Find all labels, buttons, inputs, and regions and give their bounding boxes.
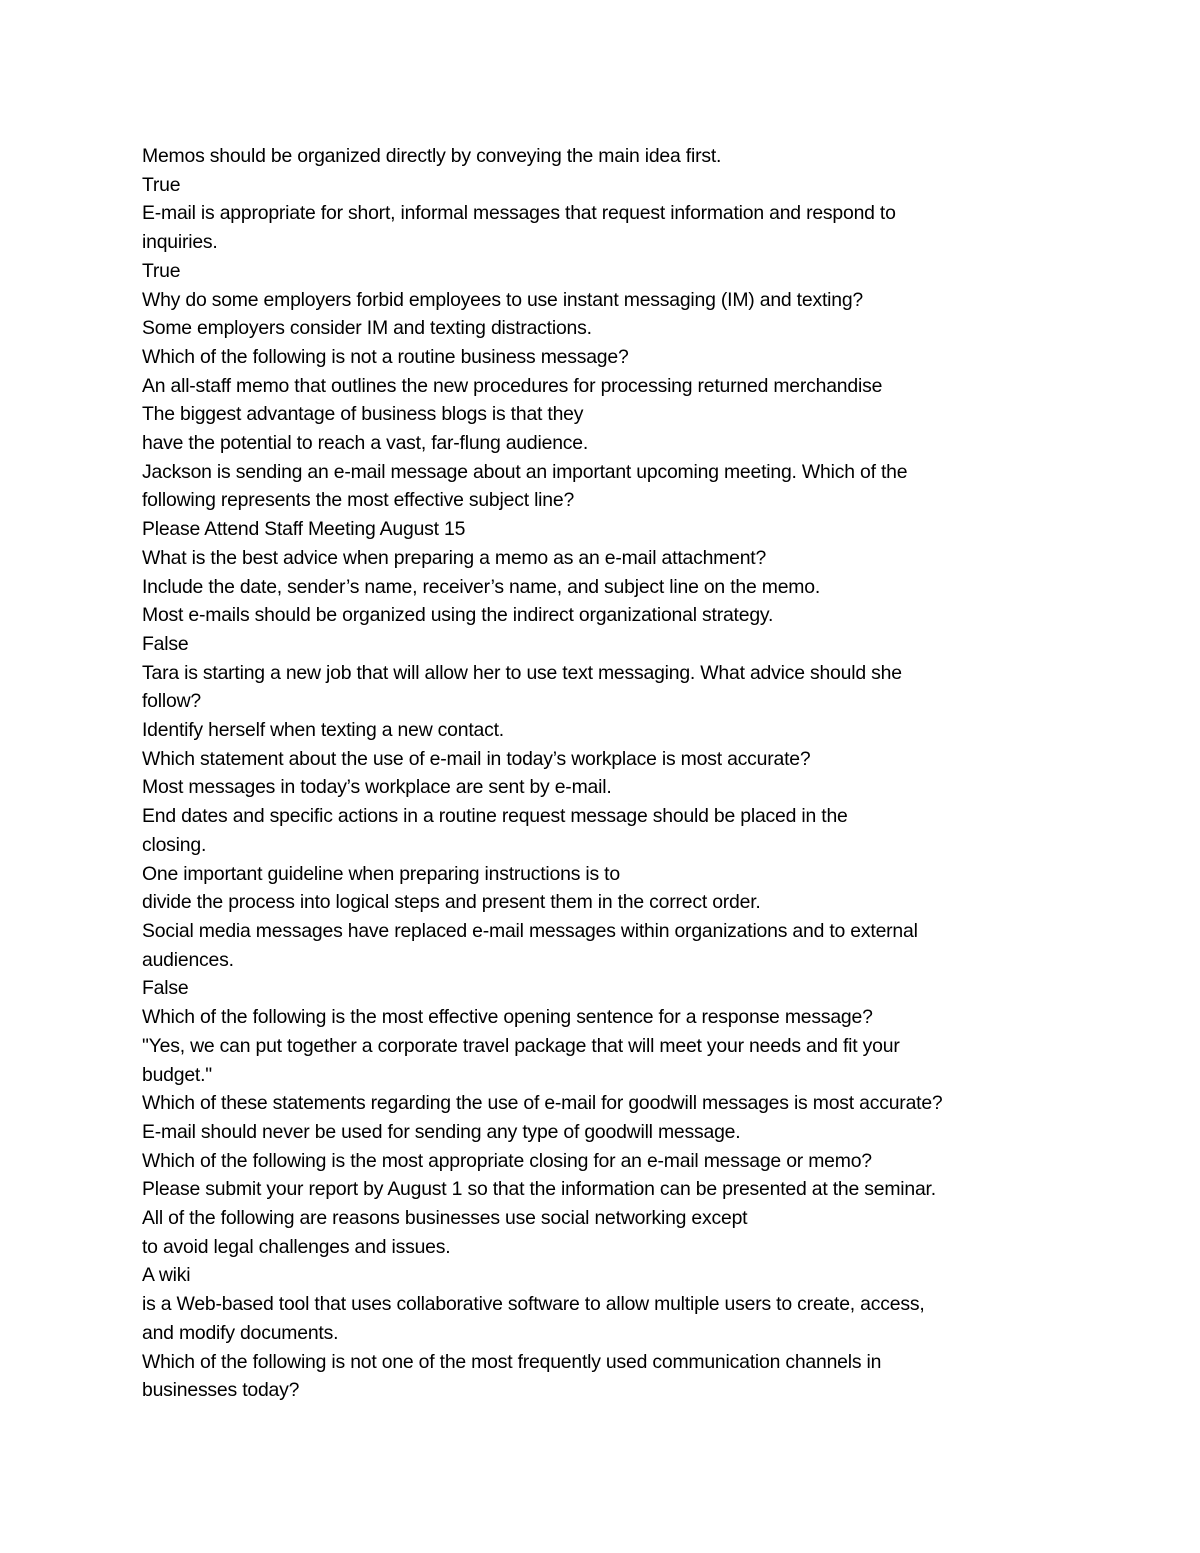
text-line: and modify documents. xyxy=(142,1321,339,1344)
text-line: End dates and specific actions in a routine request message should be placed in the xyxy=(142,805,848,828)
text-line: A wiki xyxy=(142,1264,191,1287)
text-line: One important guideline when preparing instructions is to xyxy=(142,862,620,885)
text-line: to avoid legal challenges and issues. xyxy=(142,1235,451,1258)
text-line: Social media messages have replaced e-mail messages within organizations and to external xyxy=(142,919,918,942)
text-line: Please submit your report by August 1 so that the information can be presented at the seminar. xyxy=(142,1178,936,1201)
text-line: Which statement about the use of e-mail in today’s workplace is most accurate? xyxy=(142,747,811,770)
text-line: An all-staff memo that outlines the new procedures for processing returned merchandise xyxy=(142,374,883,397)
text-line: Which of the following is not one of the most frequently used communication channels in xyxy=(142,1350,882,1373)
document-body xyxy=(142,142,1062,1405)
text-line: The biggest advantage of business blogs is that they xyxy=(142,403,584,426)
text-line: Most messages in today’s workplace are sent by e-mail. xyxy=(142,776,612,799)
text-line: Please Attend Staff Meeting August 15 xyxy=(142,518,466,541)
text-line: Identify herself when texting a new contact. xyxy=(142,719,504,742)
text-line: "Yes, we can put together a corporate travel package that will meet your needs and fit your xyxy=(142,1034,900,1057)
text-line: What is the best advice when preparing a memo as an e-mail attachment? xyxy=(142,546,767,569)
text-line: Which of the following is the most effective opening sentence for a response message? xyxy=(142,1006,873,1029)
text-line: Which of the following is not a routine business message? xyxy=(142,345,629,368)
text-line: Jackson is sending an e-mail message about an important upcoming meeting. Which of the xyxy=(142,460,908,483)
text-line: Which of these statements regarding the use of e-mail for goodwill messages is most accurate? xyxy=(142,1092,943,1115)
text-line: businesses today? xyxy=(142,1379,300,1402)
text-line: is a Web-based tool that uses collaborative software to allow multiple users to create, access, xyxy=(142,1293,925,1316)
text-line: All of the following are reasons businesses use social networking except xyxy=(142,1207,748,1230)
text-line: Most e-mails should be organized using the indirect organizational strategy. xyxy=(142,604,774,627)
text-line: E-mail is appropriate for short, informal messages that request information and respond to xyxy=(142,202,896,225)
text-line: closing. xyxy=(142,833,207,856)
text-line: Include the date, sender’s name, receiver’s name, and subject line on the memo. xyxy=(142,575,821,598)
text-line: Some employers consider IM and texting distractions. xyxy=(142,317,592,340)
text-line: Tara is starting a new job that will allow her to use text messaging. What advice should she xyxy=(142,661,902,684)
text-line: audiences. xyxy=(142,948,234,971)
text-line: Memos should be organized directly by conveying the main idea first. xyxy=(142,145,722,167)
text-line: following represents the most effective subject line? xyxy=(142,489,575,512)
text-line: divide the process into logical steps and present them in the correct order. xyxy=(142,891,761,914)
text-line: E-mail should never be used for sending any type of goodwill message. xyxy=(142,1120,741,1143)
text-line: False xyxy=(142,632,189,655)
text-line: True xyxy=(142,173,181,196)
text-line: budget." xyxy=(142,1063,212,1086)
text-line: have the potential to reach a vast, far-flung audience. xyxy=(142,432,589,455)
text-line: Which of the following is the most appropriate closing for an e-mail message or memo? xyxy=(142,1149,872,1172)
text-line: False xyxy=(142,977,189,1000)
text-line: True xyxy=(142,259,181,282)
text-line: inquiries. xyxy=(142,231,218,254)
text-line: Why do some employers forbid employees to use instant messaging (IM) and texting? xyxy=(142,288,863,311)
text-line: follow? xyxy=(142,690,201,713)
